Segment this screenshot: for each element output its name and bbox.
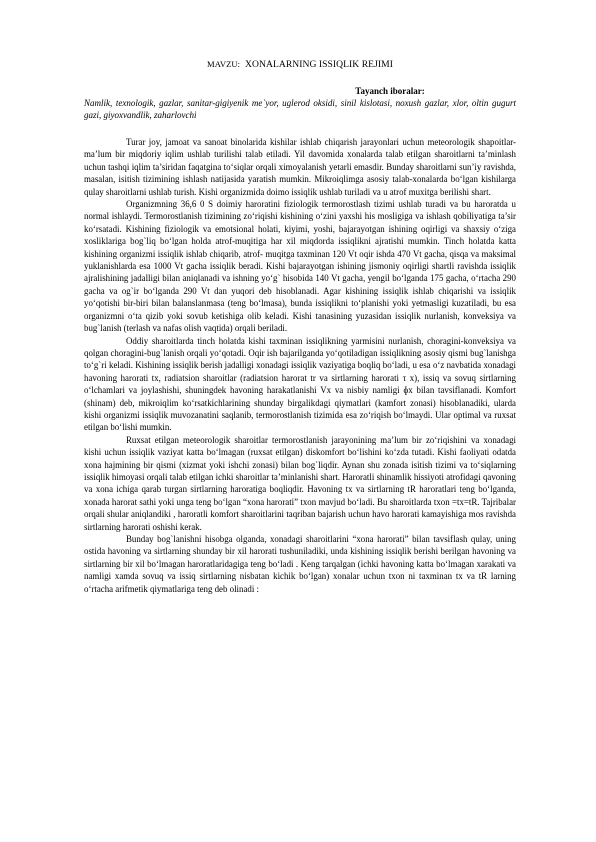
keywords-heading: Tayanch iboralar:	[355, 86, 425, 96]
document-title	[84, 58, 516, 71]
paragraph: Oddiy sharoitlarda tinch holatda kishi taxminan issiqlikning yarmisini nurlanish, choragini-konveksiya va qolgan choragini-bug`lanish orqali yo‘qotadi. Oqir ish bajarilganda yo‘qotiladigan issiqlikning asosiy qismi bug`lanishga to‘g`ri keladi. Kishining issiqlik berish jadalligi xonadagi issiqlik vaziyatiga boqliq bo‘ladi, u esa o‘z navbatida xonadagi havoning harorati tx, radiatsion sharoitlar (radiatsion harorat tr va sirtlarning harorati τ x), issiq va sovuq sirtlarning o‘lchamlari va joylashishi, shuningdek havoning harakatlanishi Vx va nisbiy namligi ɸx bilan tavsiflanadi. Komfort (shinam) deb, mikroiqlim ko‘rsatkichlarining shunday birgalikdagi qiymatlari (kamfort zonasi) hisoblanadiki, ularda kishi organizmi issiqlik muvozanatini saqlanib, termorostlanish tizimida esa zo‘riqish bo‘lmaydi. Ular optimal va ruxsat etilgan bo‘lishi mumkin.	[84, 335, 516, 433]
paragraph: Turar joy, jamoat va sanoat binolarida kishilar ishlab chiqarish jarayonlari uchun meteorologik shароitlar-ma’lum bir miqdoriy iqlim ushlab turilishi talab etiladi. Yil davomida xonalarda talab etilgan sharoitlarni ta’minlash uchun tashqi iqlim ta’siridan faqatgina to‘siqlar orqali ximoyalanish yetarli emasdir. Bunday sharoitlarni sun’iy ravishda, masalan, isitish tizimining ishlash natijasida yaratish mumkin. Mikroiqlimga asosiy talab-xonalarda bo‘lgan kishilarga qulay sharoitlarni ushlab turish. Kishi organizmida doimo issiqlik ushlab turiladi va u atrof muxitga berilishi shart.	[84, 137, 516, 197]
title-text: XONALARNING ISSIQLIK REJIMI	[245, 59, 393, 70]
paragraph: Bunday bog`lanishni hisobga olganda, xonadagi sharoitlarini “xona harorati” bilan tavsiflash qulay, uning ostida havoning va sirtlarning shunday bir xil harorati tushuniladiki, unda kishining issiqlik berishi berilgan havoning va sirtlarning bir xil bo‘lmagan haroratlaridagiga teng bo‘ladi . Keng tarqalgan (ichki havoning katta bo‘lmagan xarakati va namligi xamda sovuq va issiq sirtlarning nisbatan kichik bo‘lgan) xonalar uchun txon ni taxminan tx va tR larning o‘rtacha arifmetik qiymatlariga teng deb olinadi :	[84, 534, 516, 594]
title-label: MAVZU:	[207, 59, 241, 69]
keywords-list: Namlik, texnologik, gazlar, sanitar-gigiyenik me`yor, uglerod oksidi, sinil kislotasi, noxush gazlar, xlor, oltin gugurt gazi, giyoxvandlik, zaharlovchi	[84, 98, 516, 120]
paragraph: Ruxsat etilgan meteorologik sharoitlar termorostlanish jarayonining ma’lum bir zo‘riqishini va xonadagi kishi uchun issiqlik vaziyat katta bo‘lmagan (ruxsat etilgan) diskomfort bo‘lishini ko‘zda tutadi. Kishi faoliyati odatda xona hajmining bir qismi (xizmat yoki ishchi zonasi) bilan bog`liqdir. Aynan shu zonada isitish tizimi va to‘siqlarning issiqlik himoyasi orqali talab etilgan ichki sharoitlar ta’minlanishi shart. Haroratli shinamlik hissiyoti atrofidagi qavoning va xona ichiga qarab turgan sirtlarning haroratiga boqliqdir. Havoning tx va sirtlarning tR haroratlari teng bo‘lganda, xonada harorat sathi yoki unga teng bo‘lgan “xona harorati” txon mavjud bo‘ladi. Bu sharoitlarda txon =tx=tR. Tajribalar orqali shular aniqlandiki , haroratli komfort sharoitlarini taqriban bajarish uchun havo harorati kamayishiga mos ravishda sirtlarning harorati oshishi kerak.	[84, 434, 516, 532]
paragraph: Organizmning 36,6 0 S doimiy haroratini fiziologik termorostlash tizimi ushlab turadi va bu haroratda u normal ishlaydi. Termorostlanish tizimining zo‘riqishi kishining o‘zini yaxshi his mosligiga va ishlash qobiliyatiga ta’sir ko‘rsatadi. Kishining fiziologik va emotsional holati, kiyimi, yoshi, bajarayotgan ishining oqirligi va shaxsiy o‘ziga xosliklariga bog`liq bo‘lgan holda atrof-muqitiga har xil miqdorda issiqlikni ajratishi mumkin. Tinch holatda katta kishining organizmi issiqlik ishlab chiqarib, atrof- muqitga taxminan 120 Vt oqir ishda 470 Vt gacha, qisqa va maksimal yuklanishlarda esa 1000 Vt gacha issiqlik beradi. Kishi bajarayotgan ishining jismoniy oqirligi shartli ravishda issiqlik ajralishining jadalligi bilan aniqlanadi va ishning yo‘g` hisobida 140 Vt gacha, yengil bo‘lganda 175 gacha, o‘rtacha 290 gacha va og`ir bo‘lganda 290 Vt dan yuqori deb hisoblanadi. Agar kishining issiqlik ishlab chiqarishi va issiqlik yo‘qotishi bir-biri bilan balanslanmasa (teng bo‘lmasa), bunda issiqlikni to‘planishi yoki yetmasligi kuzatiladi, bu esa organizmni o‘ta qizib yoki sovub ketishiga olib keladi. Kishi tanasining yuzasidan issiqlik nurlanish, konveksiya va bug`lanish (terlash va nafas olish vaqtida) orqali beriladi.	[84, 199, 516, 334]
